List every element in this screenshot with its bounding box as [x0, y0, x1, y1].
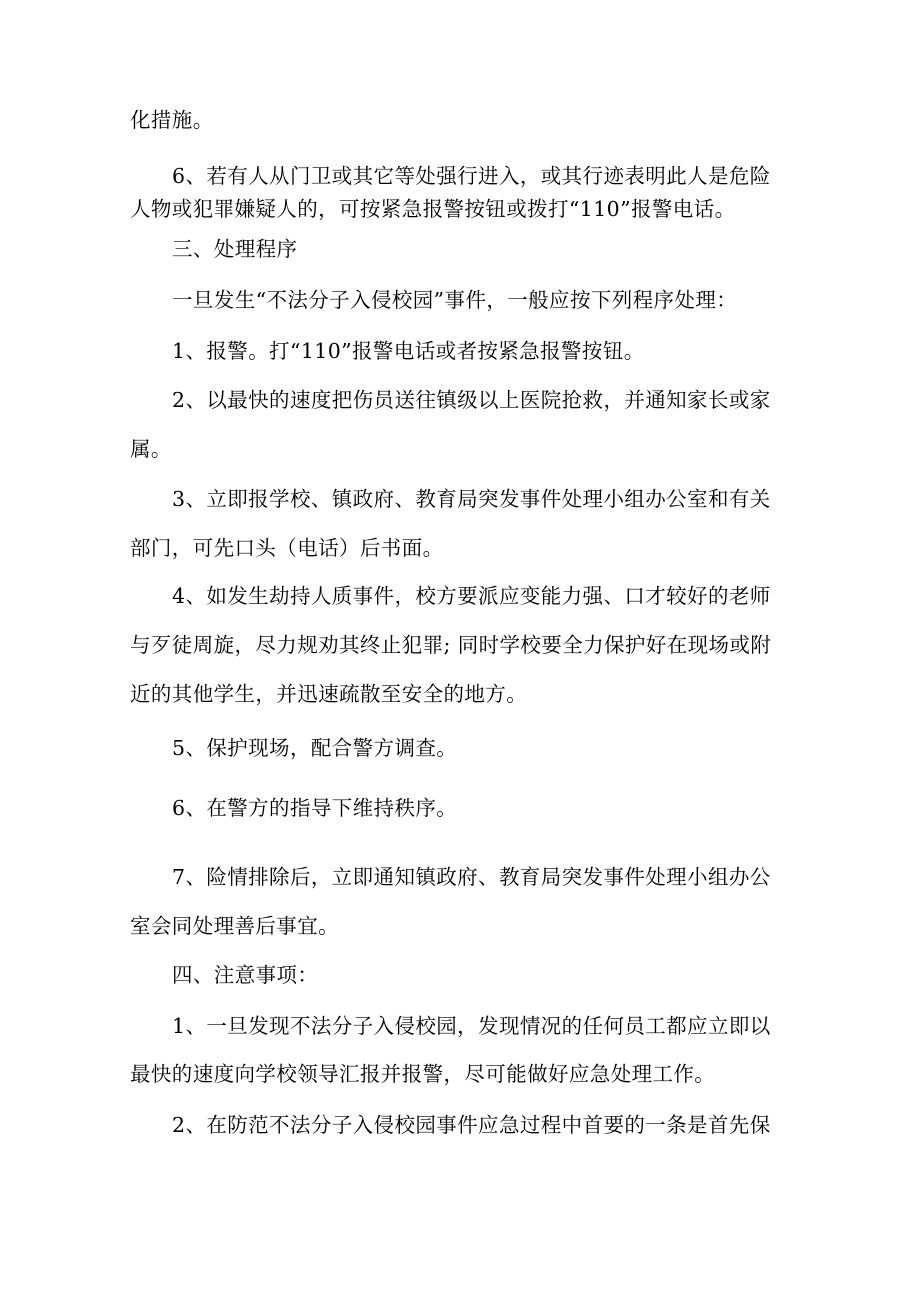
- text-line: 4、如发生劫持人质事件，校方要派应变能力强、口才较好的老师: [172, 584, 771, 608]
- text-line: 3、立即报学校、镇政府、教育局突发事件处理小组办公室和有关: [172, 487, 771, 511]
- section-heading: 四、注意事项：: [172, 963, 319, 987]
- text-line: 2、以最快的速度把伤员送往镇级以上医院抢救，并通知家长或家: [172, 388, 771, 412]
- text-line: 室会同处理善后事宜。: [130, 914, 339, 938]
- text-line: 1、一旦发现不法分子入侵校园，发现情况的任何员工都应立即以: [172, 1014, 771, 1038]
- text-line: 一旦发生“不法分子入侵校园”事件，一般应按下列程序处理：: [172, 288, 738, 312]
- text-line: 1、报警。打“110”报警电话或者按紧急报警按钮。: [172, 339, 645, 363]
- text-line: 人物或犯罪嫌疑人的，可按紧急报警按钮或拨打“110”报警电话。: [130, 197, 736, 221]
- section-heading: 三、处理程序: [172, 237, 298, 261]
- text-line: 化措施。: [130, 108, 214, 132]
- text-line: 属。: [130, 437, 172, 461]
- text-line: 6、在警方的指导下维持秩序。: [172, 796, 458, 820]
- text-line: 与歹徒周旋，尽力规劝其终止犯罪; 同时学校要全力保护好在现场或附: [130, 633, 772, 657]
- text-line: 近的其他学生，并迅速疏散至安全的地方。: [130, 682, 528, 706]
- text-line: 5、保护现场，配合警方调查。: [172, 736, 458, 760]
- text-line: 最快的速度向学校领导汇报并报警，尽可能做好应急处理工作。: [130, 1062, 716, 1086]
- text-line: 部门，可先口头（电话）后书面。: [130, 536, 444, 560]
- text-line: 2、在防范不法分子入侵校园事件应急过程中首要的一条是首先保: [172, 1113, 771, 1137]
- text-line: 7、险情排除后，立即通知镇政府、教育局突发事件处理小组办公: [172, 865, 771, 889]
- text-line: 6、若有人从门卫或其它等处强行进入，或其行迹表明此人是危险: [172, 164, 771, 188]
